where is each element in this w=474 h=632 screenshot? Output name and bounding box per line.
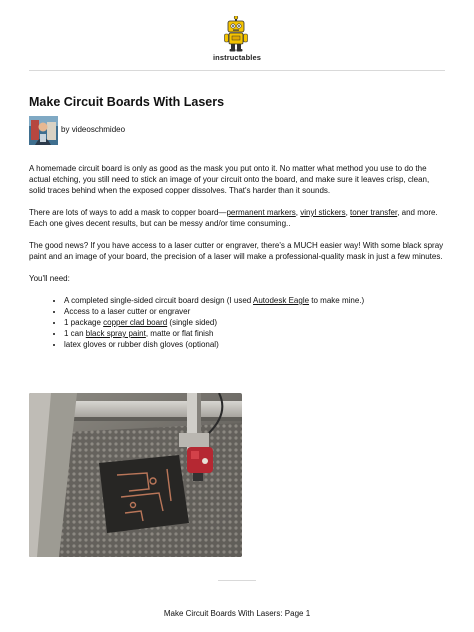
link-toner-transfer[interactable]: toner transfer — [350, 208, 398, 217]
text-segment: A completed single-sided circuit board design (I used — [64, 296, 253, 305]
instructables-robot-icon[interactable] — [223, 16, 249, 52]
paragraph-intro: A homemade circuit board is only as good as the mask you put onto it. No matter what method you use to do the actual etching, you still need to stick an image of your circuit onto the board, and make sure it leaves crisp, clean, solid traces behind when the exposed copper dissolves. That's harder than it sounds. — [29, 164, 430, 195]
list-item — [64, 328, 445, 339]
author-prefix: by — [61, 125, 70, 134]
page-header — [0, 0, 474, 72]
laser-cutter-photo[interactable] — [29, 393, 242, 557]
text-segment: , — [295, 208, 301, 217]
link-vinyl-stickers[interactable]: vinyl stickers — [300, 208, 346, 217]
author-byline — [61, 125, 125, 134]
list-item: • latex gloves or rubber dish gloves (optional) — [64, 339, 445, 350]
link-copper-clad-board[interactable]: copper clad board — [103, 318, 168, 327]
page-end-divider — [218, 580, 256, 581]
link-black-spray-paint[interactable]: black spray paint — [85, 329, 146, 338]
link-autodesk-eagle[interactable]: Autodesk Eagle — [253, 296, 310, 305]
author-name-link[interactable]: videoschmideo — [71, 125, 126, 134]
supplies-list — [29, 295, 445, 350]
list-item — [64, 295, 445, 306]
paragraph-mask-methods — [29, 207, 445, 229]
page-footer: Make Circuit Boards With Lasers: Page 1 — [163, 609, 311, 618]
text-segment: , and more. Each one gives decent results, but can be messy and/or time consuming.. — [29, 208, 438, 228]
logo-wordmark[interactable]: instructables — [213, 53, 261, 62]
text-segment: (single sided) — [167, 318, 217, 327]
text-segment: 1 package — [64, 318, 104, 327]
text-segment: There are lots of ways to add a mask to copper board— — [29, 208, 227, 217]
text-segment: , — [345, 208, 351, 217]
text-segment: 1 can — [64, 329, 86, 338]
list-item: • Access to a laser cutter or engraver — [64, 306, 445, 317]
list-item — [64, 317, 445, 328]
author-avatar[interactable] — [29, 116, 58, 145]
link-permanent-markers[interactable]: permanent markers — [226, 208, 296, 217]
article-body — [29, 163, 445, 350]
header-divider — [29, 70, 445, 71]
article-title: Make Circuit Boards With Lasers — [29, 95, 225, 109]
text-segment: to make mine.) — [309, 296, 365, 305]
text-segment: , matte or flat finish — [145, 329, 214, 338]
paragraph-you-need: You'll need: — [29, 274, 70, 283]
paragraph-good-news: The good news? If you have access to a laser cutter or engraver, there's a MUCH easier way! With some black spray paint and an image of your board, the precision of a laser will make a professional-quality mask in just a few minutes. — [29, 241, 444, 261]
